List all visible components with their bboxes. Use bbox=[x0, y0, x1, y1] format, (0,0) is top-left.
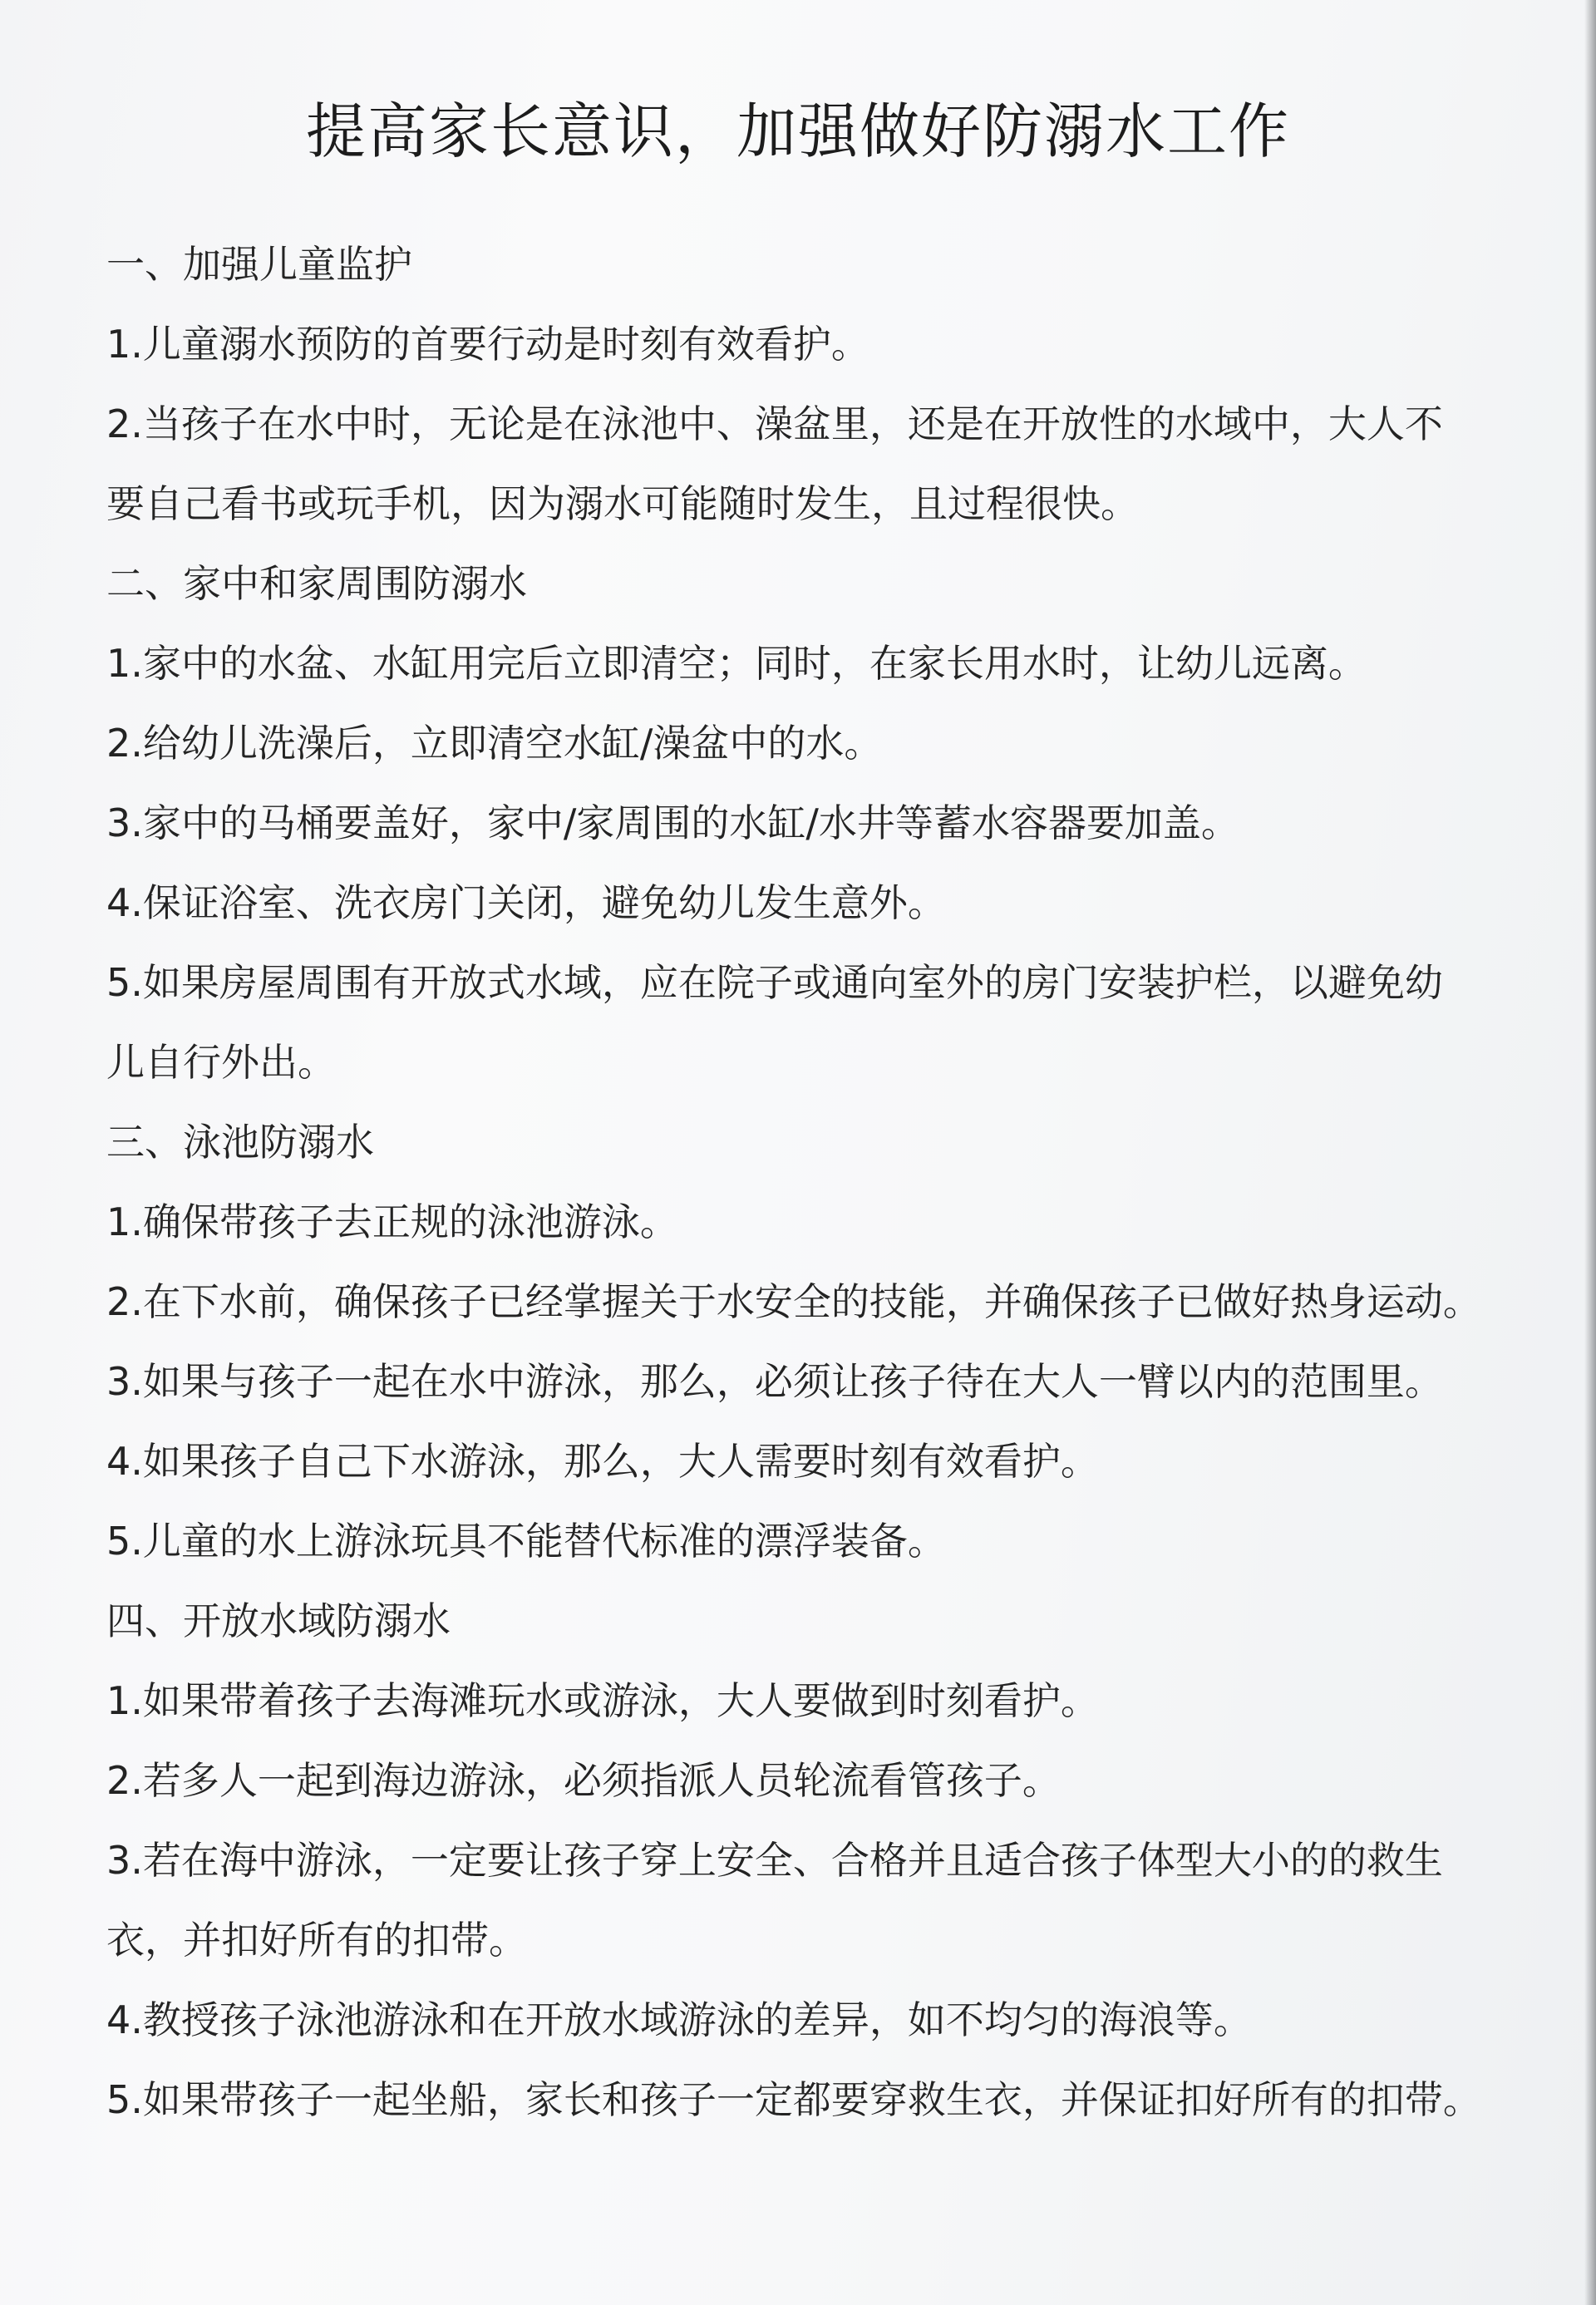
list-item: 1.如果带着孩子去海滩玩水或游泳，大人要做到时刻看护。 bbox=[106, 1678, 1099, 1723]
list-item: 2.当孩子在水中时，无论是在泳池中、澡盆里，还是在开放性的水域中，大人不 bbox=[106, 401, 1443, 446]
list-item: 4.如果孩子自己下水游泳，那么，大人需要时刻有效看护。 bbox=[106, 1439, 1099, 1484]
list-item: 2.给幼儿洗澡后，立即清空水缸/澡盆中的水。 bbox=[106, 721, 883, 766]
list-item-continuation: 要自己看书或玩手机，因为溺水可能随时发生，且过程很快。 bbox=[106, 481, 1139, 526]
document-title: 提高家长意识，加强做好防溺水工作 bbox=[305, 96, 1290, 166]
section-heading: 三、泳池防溺水 bbox=[106, 1120, 374, 1165]
list-item: 3.家中的马桶要盖好，家中/家周围的水缸/水井等蓄水容器要加盖。 bbox=[106, 800, 1239, 845]
list-item: 5.如果带孩子一起坐船，家长和孩子一定都要穿救生衣，并保证扣好所有的扣带。 bbox=[106, 2077, 1481, 2122]
list-item: 4.教授孩子泳池游泳和在开放水域游泳的差异，如不均匀的海浪等。 bbox=[106, 1997, 1252, 2042]
section-heading: 一、加强儿童监护 bbox=[106, 242, 412, 287]
list-item: 4.保证浴室、洗衣房门关闭，避免幼儿发生意外。 bbox=[106, 880, 946, 925]
list-item-continuation: 衣，并扣好所有的扣带。 bbox=[106, 1918, 527, 1963]
list-item: 1.家中的水盆、水缸用完后立即清空；同时，在家长用水时，让幼儿远离。 bbox=[106, 641, 1367, 686]
document-body bbox=[106, 224, 1536, 2140]
section-heading: 四、开放水域防溺水 bbox=[106, 1598, 451, 1643]
list-item: 3.如果与孩子一起在水中游泳，那么，必须让孩子待在大人一臂以内的范围里。 bbox=[106, 1359, 1443, 1404]
list-item-continuation: 儿自行外出。 bbox=[106, 1040, 336, 1085]
list-item: 2.在下水前，确保孩子已经掌握关于水安全的技能，并确保孩子已做好热身运动。 bbox=[106, 1279, 1481, 1324]
list-item: 2.若多人一起到海边游泳，必须指派人员轮流看管孩子。 bbox=[106, 1758, 1061, 1803]
list-item: 5.如果房屋周围有开放式水域，应在院子或通向室外的房门安装护栏，以避免幼 bbox=[106, 960, 1443, 1005]
list-item: 1.确保带孩子去正规的泳池游泳。 bbox=[106, 1199, 678, 1244]
section-heading: 二、家中和家周围防溺水 bbox=[106, 561, 527, 606]
list-item: 1.儿童溺水预防的首要行动是时刻有效看护。 bbox=[106, 322, 869, 367]
list-item: 5.儿童的水上游泳玩具不能替代标准的漂浮装备。 bbox=[106, 1519, 946, 1564]
list-item: 3.若在海中游泳，一定要让孩子穿上安全、合格并且适合孩子体型大小的的救生 bbox=[106, 1838, 1443, 1883]
